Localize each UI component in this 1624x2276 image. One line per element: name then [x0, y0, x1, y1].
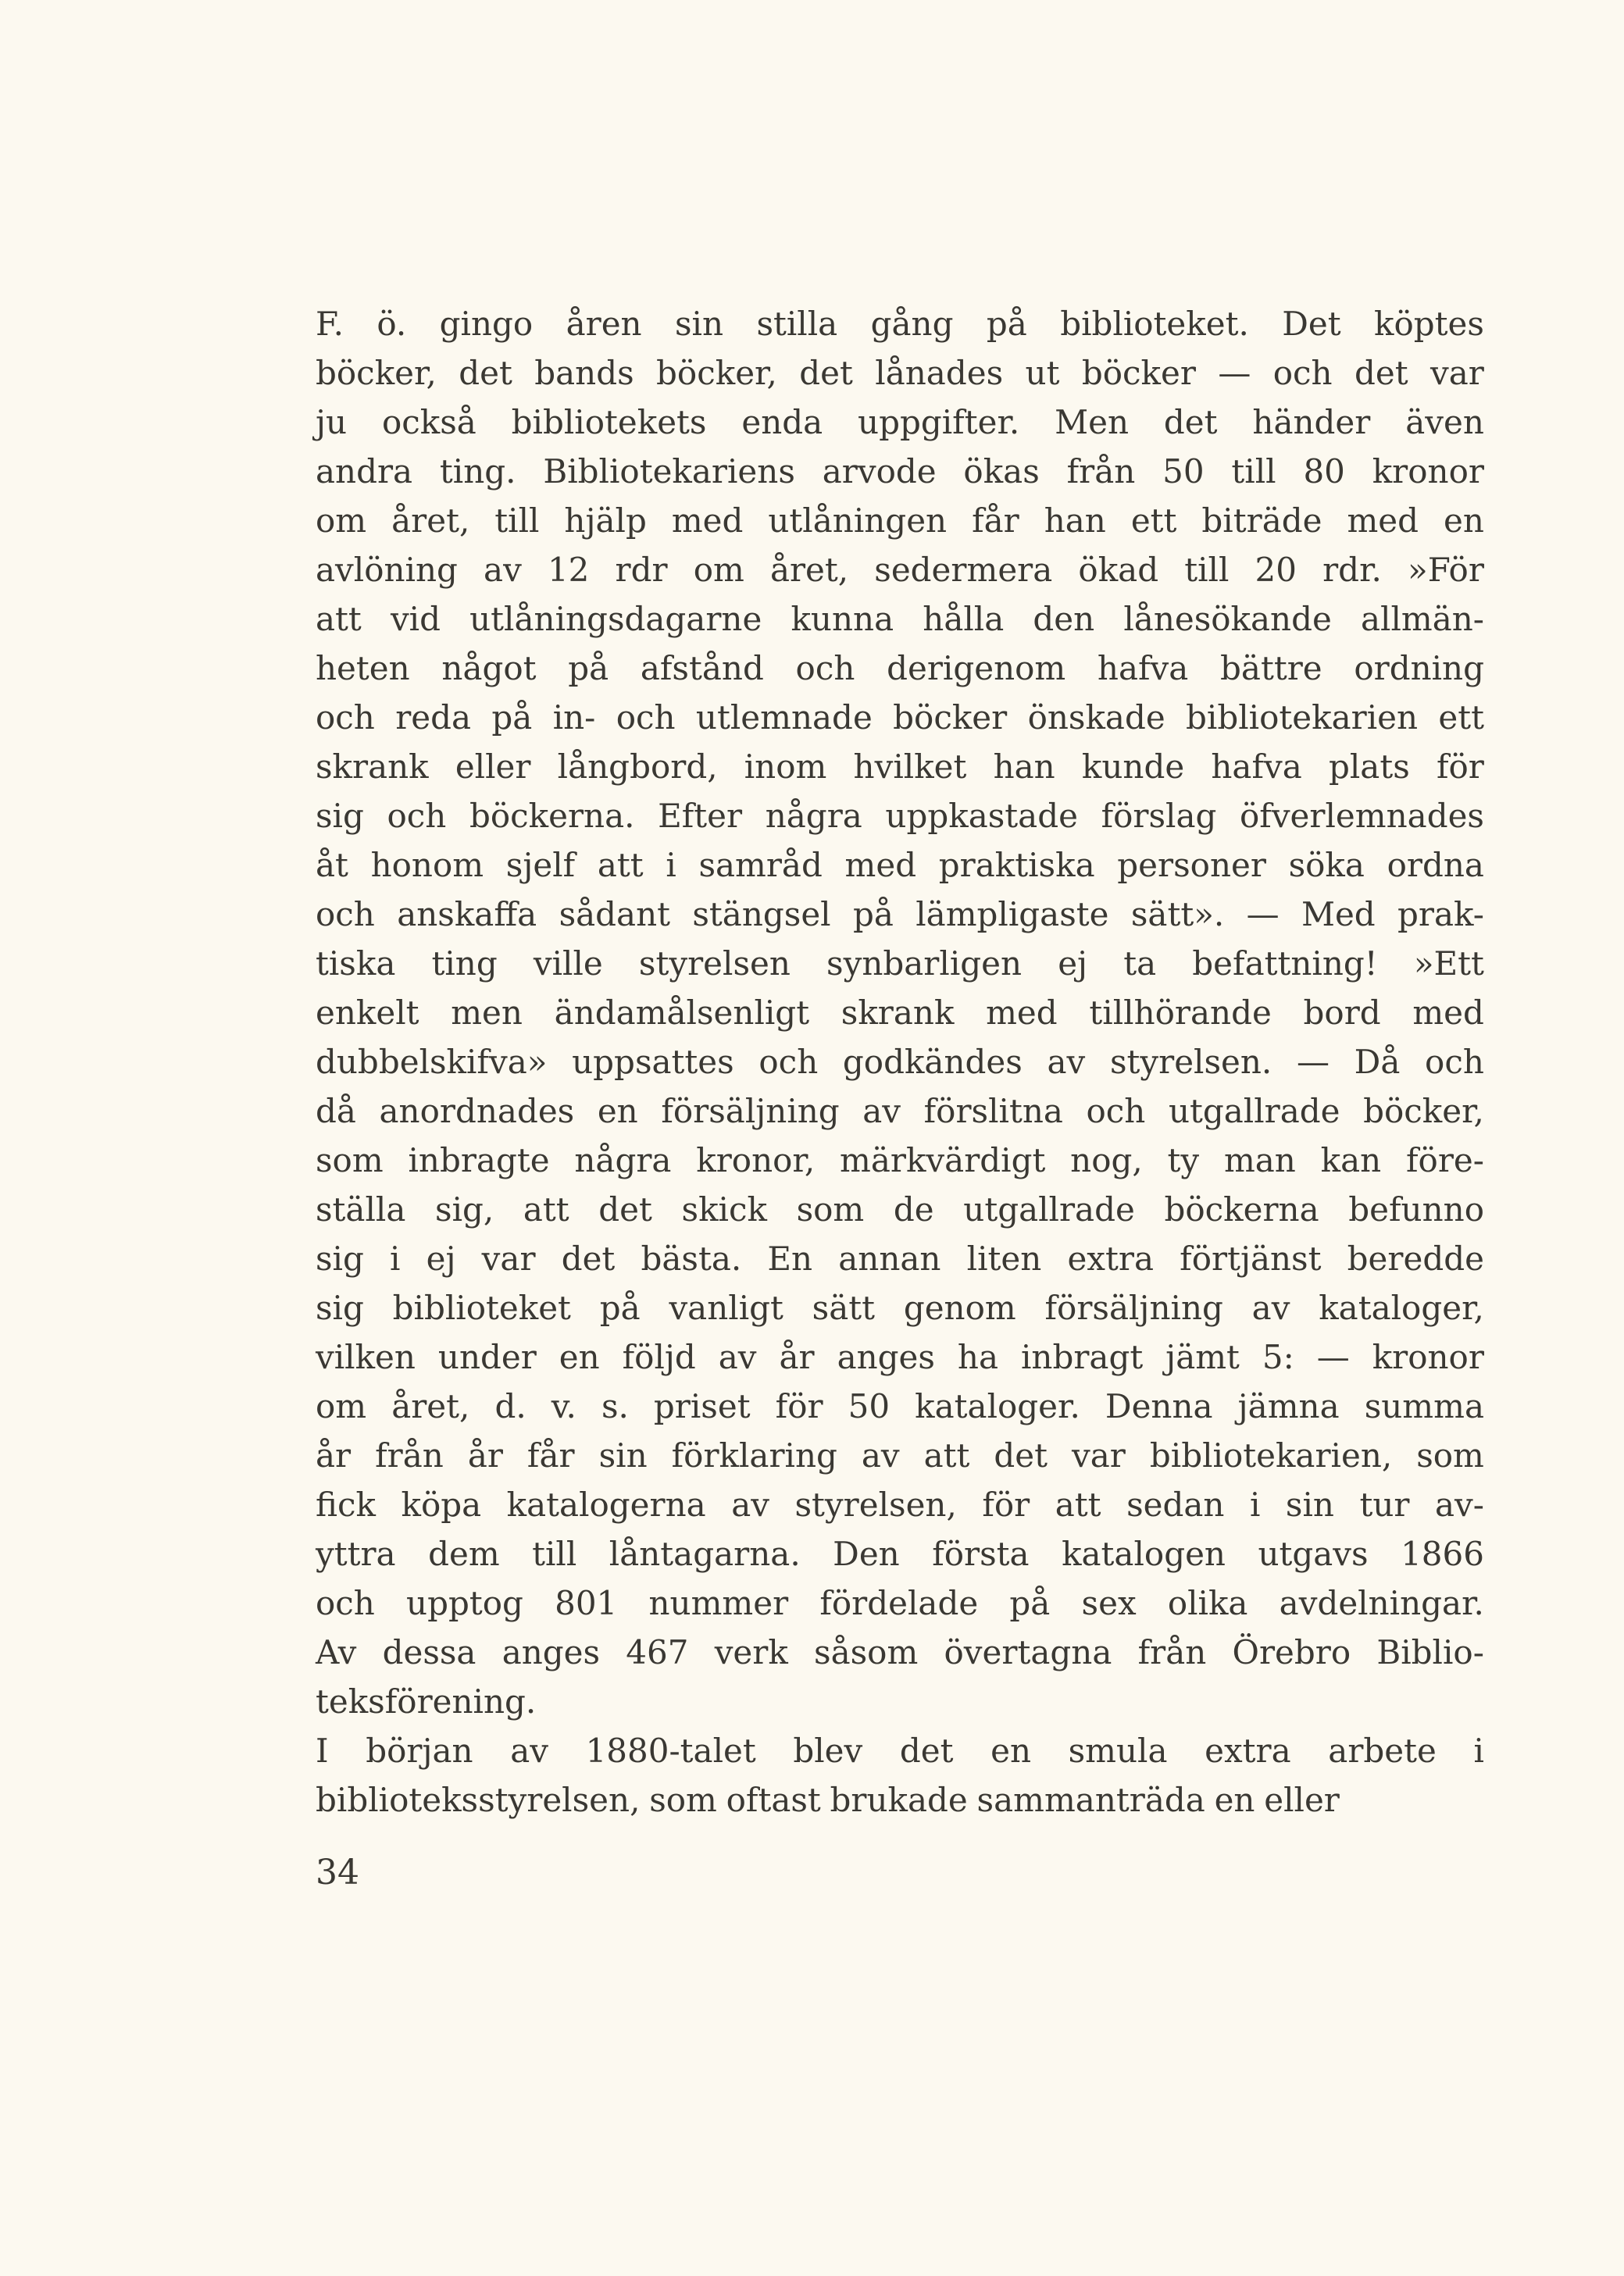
- text-line: och reda på in- och utlemnade böcker önskade bibliotekarien ett: [316, 698, 1484, 737]
- text-line: Av dessa anges 467 verk såsom övertagna från Örebro Biblio-: [316, 1633, 1484, 1671]
- text-line: böcker, det bands böcker, det lånades ut böcker — och det var: [316, 354, 1484, 392]
- text-line: yttra dem till låntagarna. Den första katalogen utgavs 1866: [316, 1535, 1484, 1573]
- text-line: biblioteksstyrelsen, som oftast brukade sammanträda en eller: [316, 1781, 1340, 1819]
- text-line: F. ö. gingo åren sin stilla gång på biblioteket. Det köptes: [316, 305, 1484, 343]
- text-line: som inbragte några kronor, märkvärdigt nog, ty man kan före-: [316, 1141, 1484, 1179]
- text-line: fick köpa katalogerna av styrelsen, för att sedan i sin tur av-: [316, 1486, 1484, 1524]
- text-line: åt honom sjelf att i samråd med praktiska personer söka ordna: [316, 846, 1484, 884]
- text-line: och upptog 801 nummer fördelade på sex olika avdelningar.: [316, 1584, 1484, 1622]
- text-line: att vid utlåningsdagarne kunna hålla den lånesökande allmän-: [316, 600, 1484, 638]
- text-line: ställa sig, att det skick som de utgallrade böckerna befunno: [316, 1190, 1484, 1229]
- text-line: om året, till hjälp med utlåningen får han ett biträde med en: [316, 501, 1484, 540]
- text-line: heten något på afstånd och derigenom hafva bättre ordning: [316, 649, 1484, 687]
- text-line: teksförening.: [316, 1682, 537, 1721]
- text-line: tiska ting ville styrelsen synbarligen ej ta befattning! »Ett: [316, 944, 1484, 983]
- text-line: enkelt men ändamålsenligt skrank med tillhörande bord med: [316, 994, 1484, 1032]
- text-line: avlöning av 12 rdr om året, sedermera ökad till 20 rdr. »För: [316, 551, 1484, 589]
- text-line: ju också bibliotekets enda uppgifter. Men det händer även: [316, 403, 1484, 441]
- text-line: andra ting. Bibliotekariens arvode ökas från 50 till 80 kronor: [316, 452, 1484, 491]
- text-line: I början av 1880-talet blev det en smula extra arbete i: [316, 1732, 1484, 1770]
- text-line: skrank eller långbord, inom hvilket han kunde hafva plats för: [316, 747, 1484, 786]
- text-line: och anskaffa sådant stängsel på lämpligaste sätt». — Med prak-: [316, 895, 1484, 933]
- text-line: dubbelskifva» uppsattes och godkändes av styrelsen. — Då och: [316, 1043, 1484, 1081]
- text-line: sig i ej var det bästa. En annan liten extra förtjänst beredde: [316, 1240, 1484, 1278]
- text-line: sig biblioteket på vanligt sätt genom försäljning av kataloger,: [316, 1289, 1484, 1327]
- text-line: om året, d. v. s. priset för 50 kataloger. Denna jämna summa: [316, 1387, 1484, 1425]
- text-line: vilken under en följd av år anges ha inbragt jämt 5: — kronor: [316, 1338, 1484, 1376]
- text-line: år från år får sin förklaring av att det var bibliotekarien, som: [316, 1436, 1484, 1475]
- text-line: sig och böckerna. Efter några uppkastade förslag öfverlemnades: [316, 797, 1484, 835]
- text-line: då anordnades en försäljning av förslitna och utgallrade böcker,: [316, 1092, 1484, 1130]
- page-number: 34: [316, 1853, 359, 1893]
- body-text: [316, 299, 1484, 1825]
